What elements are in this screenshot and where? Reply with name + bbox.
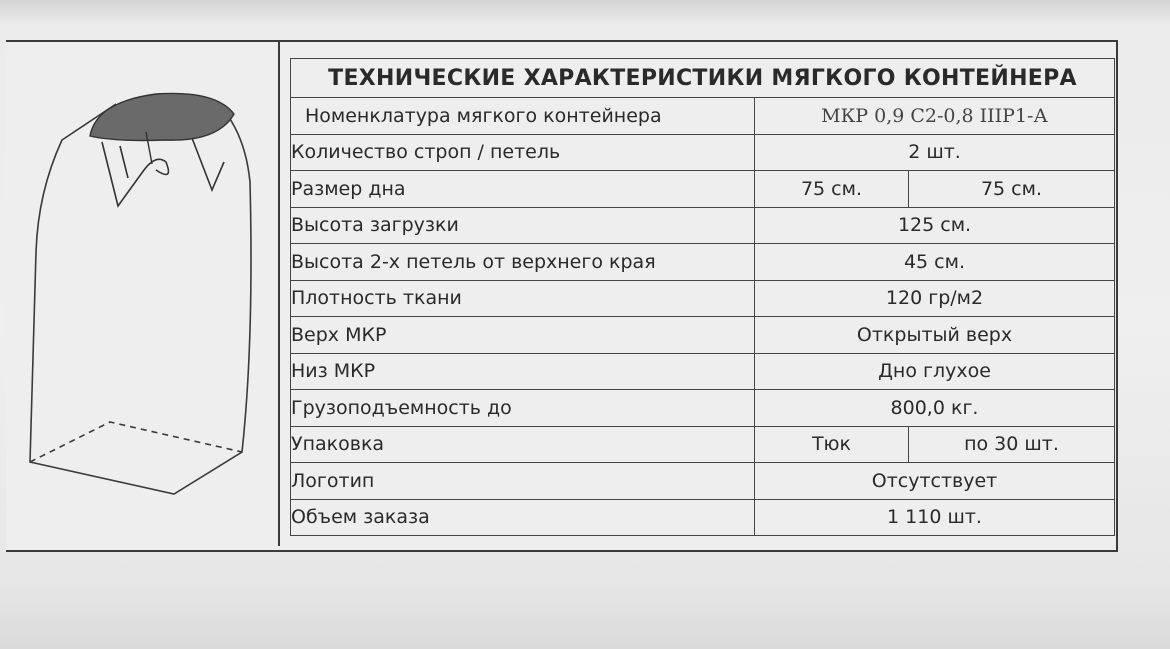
row-value: Отсутствует: [755, 463, 1115, 500]
big-bag-container-icon: [6, 42, 278, 546]
spec-table: [290, 58, 1115, 536]
row-label: Упаковка: [291, 426, 755, 463]
table-row: [291, 244, 1115, 281]
row-label: Размер дна: [291, 171, 755, 208]
row-label: Высота загрузки: [291, 207, 755, 244]
row-label: Номенклатура мягкого контейнера: [291, 98, 755, 135]
row-label: Грузоподъемность до: [291, 390, 755, 427]
table-row: [291, 134, 1115, 171]
table-row: [291, 390, 1115, 427]
row-value: 45 см.: [755, 244, 1115, 281]
row-label: Низ МКР: [291, 353, 755, 390]
row-value: 2 шт.: [755, 134, 1115, 171]
table-title: ТЕХНИЧЕСКИЕ ХАРАКТЕРИСТИКИ МЯГКОГО КОНТЕЙНЕРА: [291, 59, 1115, 98]
table-row: [291, 317, 1115, 354]
row-label: Количество строп / петель: [291, 134, 755, 171]
table-row: [291, 280, 1115, 317]
table-row: [291, 207, 1115, 244]
row-value: 1 110 шт.: [755, 499, 1115, 536]
row-value-a: 75 см.: [755, 171, 909, 208]
row-value-b: 75 см.: [909, 171, 1115, 208]
table-row: [291, 171, 1115, 208]
row-label: Верх МКР: [291, 317, 755, 354]
row-value-b: по 30 шт.: [909, 426, 1115, 463]
row-value: 800,0 кг.: [755, 390, 1115, 427]
row-value: Дно глухое: [755, 353, 1115, 390]
row-label: Объем заказа: [291, 499, 755, 536]
row-value: МКР 0,9 С2-0,8 IIIР1-А: [755, 98, 1115, 135]
table-row: [291, 426, 1115, 463]
table-header-row: [291, 59, 1115, 98]
table-row: [291, 353, 1115, 390]
row-label: Логотип: [291, 463, 755, 500]
row-label: Плотность ткани: [291, 280, 755, 317]
table-row: [291, 463, 1115, 500]
row-value: 125 см.: [755, 207, 1115, 244]
row-value-a: Тюк: [755, 426, 909, 463]
table-row: [291, 98, 1115, 135]
row-label: Высота 2-х петель от верхнего края: [291, 244, 755, 281]
container-drawing: [6, 42, 280, 546]
row-value: Открытый верх: [755, 317, 1115, 354]
table-row: [291, 499, 1115, 536]
row-value: 120 гр/м2: [755, 280, 1115, 317]
